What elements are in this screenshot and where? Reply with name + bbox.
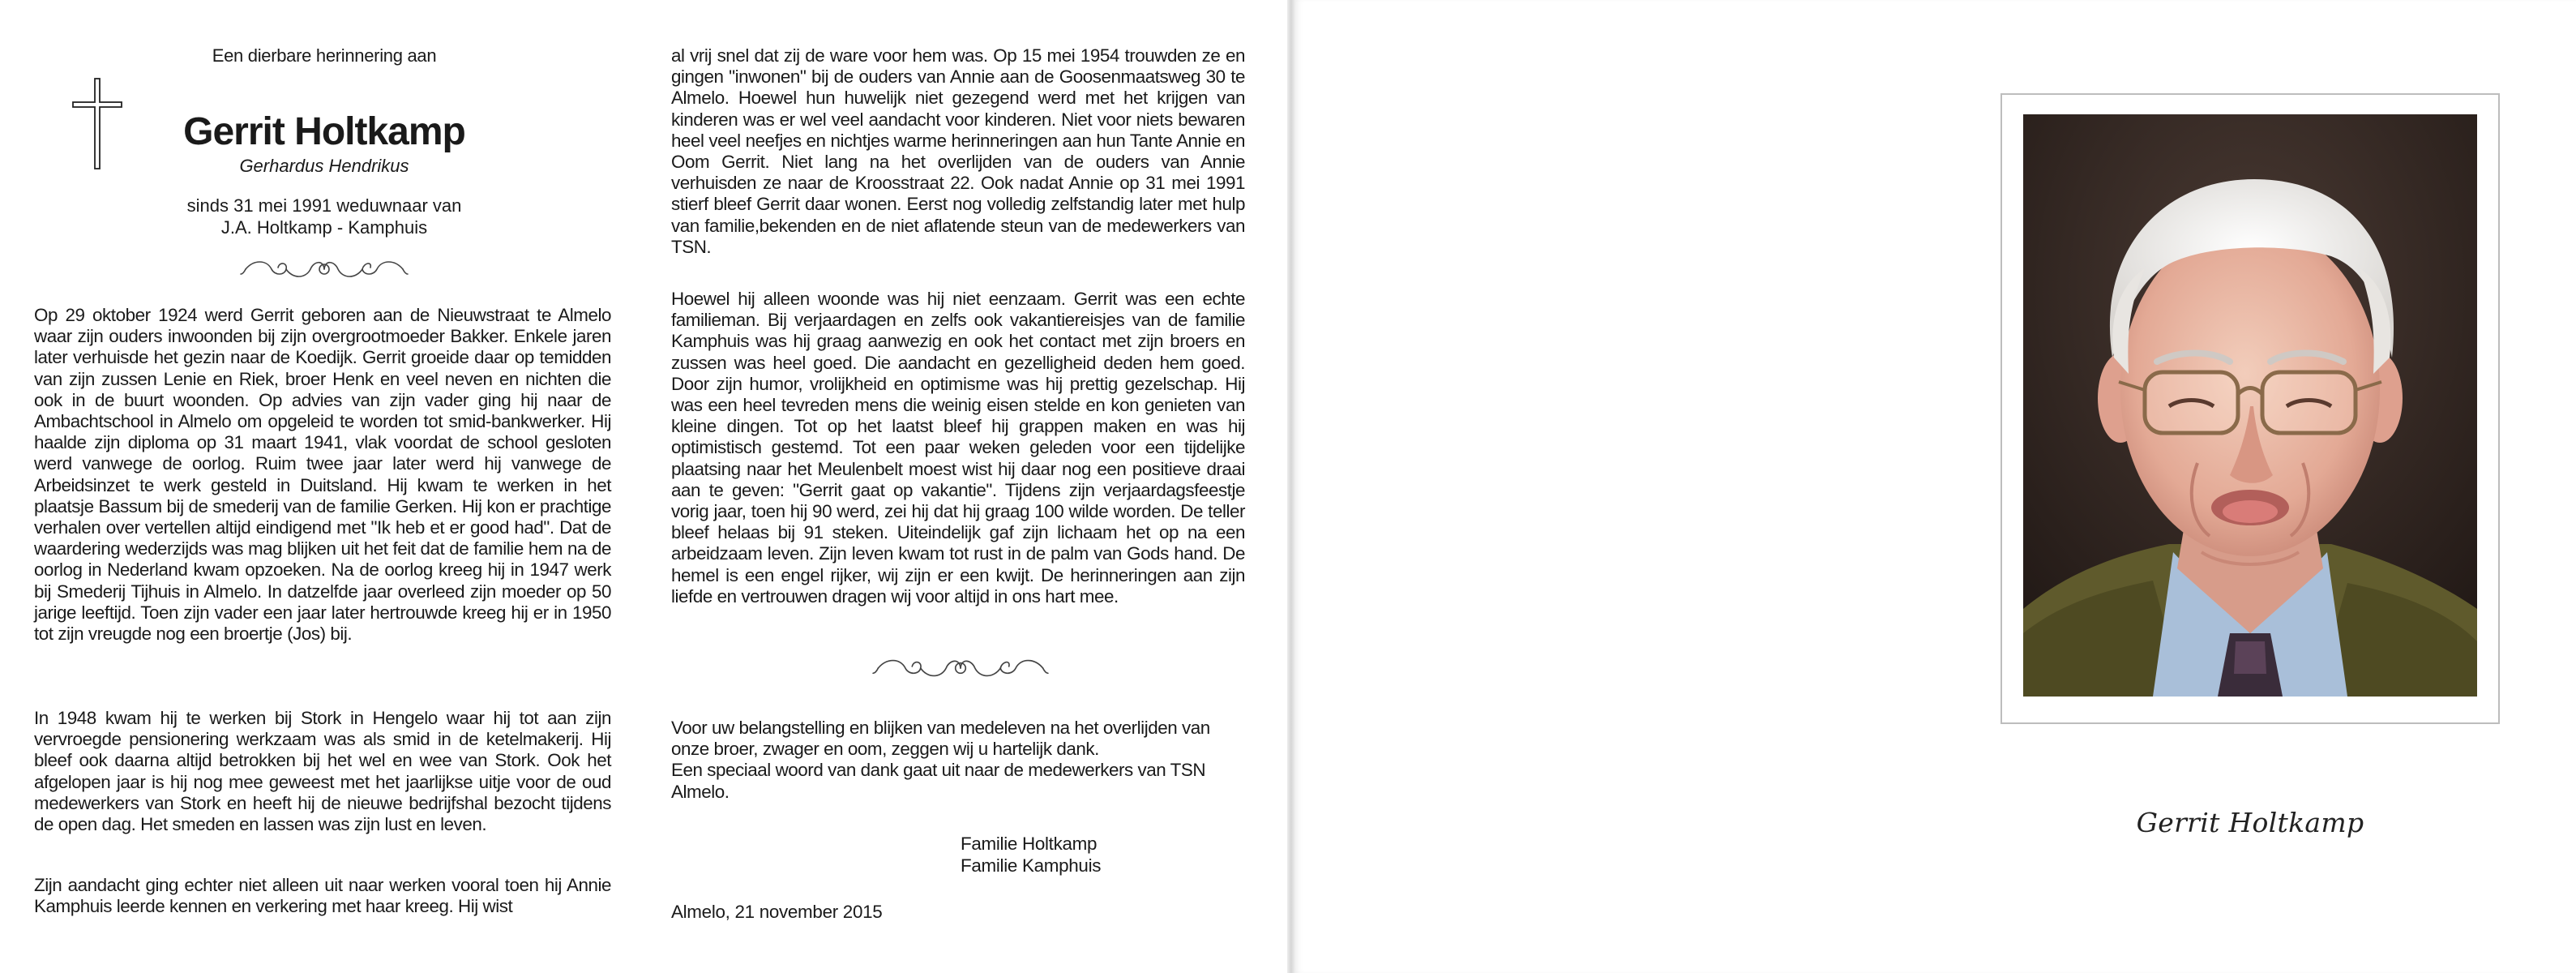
cross-icon [71, 77, 123, 170]
thank-you-line-2: Een speciaal woord van dank gaat uit naar de medewerkers van TSN Almelo. [671, 760, 1206, 802]
ornament-divider-icon [871, 650, 1050, 686]
portrait-photo [2023, 114, 2477, 697]
ornament-divider-icon [239, 253, 409, 285]
photo-frame [2000, 93, 2500, 724]
signature-line-2: Familie Kamphuis [961, 855, 1102, 876]
thank-you-note [671, 718, 1245, 803]
photo-caption: Gerrit Holtkamp [2136, 807, 2364, 838]
signature-line-1: Familie Holtkamp [961, 834, 1098, 854]
biography-paragraph-5: Hoewel hij alleen woonde was hij niet eenzaam. Gerrit was een echte familieman. Bij verjaardagen en zelfs ook vakantiereisjes van de familie Kamphuis was hij graag aanwezig en ook het contact met zijn broers en zussen was heel goed. Die aandacht en gezelligheid deden hem goed. Door zijn humor, vrolijkheid en optimisme was hij prettig gezelschap. Hij was een heel tevreden mens die weinig eisen stelde en kon genieten van kleine dingen. Tot op het laatst bleef hij grappen maken en was hij optimistisch gestemd. Tot een paar weken geleden voor een tijdelijke plaatsing naar het Meulenbelt moest wist hij daar nog een positieve draai aan te geven: "Gerrit gaat op vakantie". Tijdens zijn verjaardagsfeestje vorig jaar, toen hij 90 werd, zei hij dat hij graag 100 wilde worden. De teller bleef helaas bij 91 steken. Uiteindelijk gaf zijn lichaam het op na een arbeidzaam leven. Zijn leven kwam tot rust in de palm van Gods hand. De hemel is een engel rijker, wij zijn er een kwijt. De herinneringen aan zijn liefde en vertrouwen dragen wij voor altijd in ons hart mee. [671, 289, 1245, 607]
place-date: Almelo, 21 november 2015 [671, 902, 883, 922]
biography-paragraph-2: In 1948 kwam hij te werken bij Stork in Hengelo waar hij tot aan zijn vervroegde pensionering werkzaam was als smid in de ketelmakerij. Hij bleef ook daarna altijd betrokken bij het wel en wee van Stork. Ook het afgelopen jaar is hij nog mee geweest met het jaarlijkse uitje voor de oud medewerkers van Stork en heeft hij de nieuwe bedrijfshal bezocht tijdens de open dag. Het smeden en lassen was zijn lust en leven. [34, 708, 611, 835]
intro-line: Een dierbare herinnering aan [212, 45, 437, 66]
widower-note [130, 195, 519, 238]
given-names: Gerhardus Hendrikus [239, 156, 409, 176]
biography-paragraph-4: al vrij snel dat zij de ware voor hem was. Op 15 mei 1954 trouwden ze en gingen "inwonen" bij de ouders van Annie aan de Goosenmaatsweg 30 te Almelo. Hoewel hun huwelijk niet gezegend werd met het krijgen van kinderen was er wel veel aandacht voor kinderen. Niet voor niets bewaren heel veel neefjes en nichtjes warme herinneringen aan hun Tante Annie en Oom Gerrit. Niet lang na het overlijden van de ouders van Annie verhuisden ze naar de Kroosstraat 22. Ook nadat Annie op 31 mei 1991 stierf bleef Gerrit daar wonen. Eerst nog volledig zelfstandig later met hulp van familie,bekenden en de niet aflatende steun van de medewerkers van TSN. [671, 45, 1245, 257]
widower-line-1: sinds 31 mei 1991 weduwnaar van [186, 195, 462, 216]
portrait-illustration [2023, 114, 2477, 697]
signature-block [961, 834, 1101, 877]
biography-paragraph-1: Op 29 oktober 1924 werd Gerrit geboren aan de Nieuwstraat te Almelo waar zijn ouders inwoonden bij zijn overgrootmoeder Bakker. Enkele jaren later verhuisde het gezin naar de Koedijk. Gerrit groeide daar op temidden van zijn zussen Lenie en Riek, broer Henk en veel neven en nichten die ook in de buurt woonden. Op advies van zijn vader ging hij naar de Ambachtschool in Almelo om opgeleid te worden tot smid-bankwerker. Hij haalde zijn diploma op 31 maart 1941, vlak voordat de school gesloten werd vanwege de oorlog. Ruim twee jaar later werd hij vanwege de Arbeidsinzet te werk gesteld in Duitsland. Hij kwam te werken in het plaatsje Bassum bij de smederij van de familie Gerken. Hij kon er prachtige verhalen over vertellen altijd eindigend met "Ik heb et er good had". Dat de waardering wederzijds was mag blijken uit het feit dat de familie hem na de oorlog in Nederland kwam opzoeken. Na de oorlog kreeg hij in 1947 werk bij Smederij Tijhuis in Almelo. In datzelfde jaar overleed zijn moeder op 50 jarige leeftijd. Toen zijn vader een jaar later hertrouwde kreeg hij er in 1950 tot zijn vreugde nog een broertje (Jos) bij. [34, 305, 611, 645]
biography-paragraph-3: Zijn aandacht ging echter niet alleen uit naar werken vooral toen hij Annie Kamphuis leerde kennen en verkering met haar kreeg. Hij wist [34, 875, 611, 917]
thank-you-line-1: Voor uw belangstelling en blijken van medeleven na het overlijden van onze broer, zwager en oom, zeggen wij u hartelijk dank. [671, 718, 1210, 760]
widower-line-2: J.A. Holtkamp - Kamphuis [220, 217, 428, 238]
deceased-name: Gerrit Holtkamp [183, 110, 465, 153]
card-fold [1287, 0, 1295, 973]
